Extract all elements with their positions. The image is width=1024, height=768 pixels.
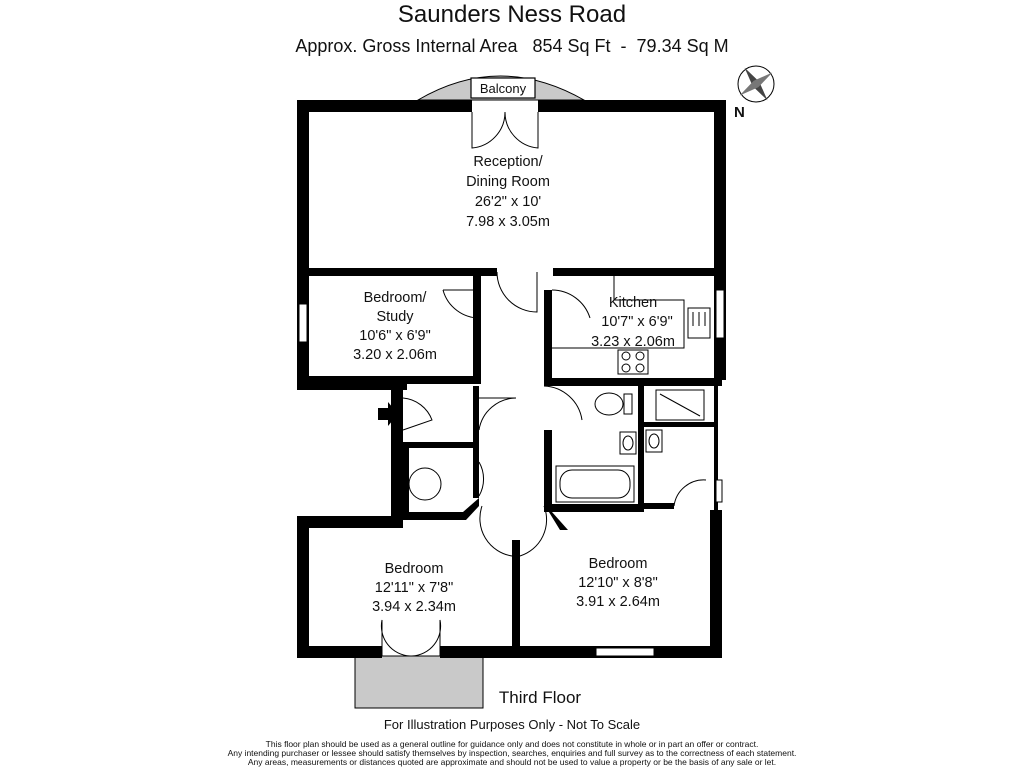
fixtures	[409, 276, 710, 502]
bedroom-left	[372, 561, 456, 615]
bedroom-right-imperial: 12'10" x 8'8"	[578, 575, 658, 591]
compass-north-label: N	[734, 104, 745, 121]
bedroom-right	[576, 556, 660, 610]
reception-name-line1: Reception/	[473, 154, 543, 170]
bottom-balcony	[355, 656, 483, 708]
reception-room	[466, 154, 550, 230]
plan-title: Saunders Ness Road	[397, 1, 627, 28]
bedroom-right-metric: 3.91 x 2.64m	[576, 594, 660, 610]
kitchen-imperial: 10'7" x 6'9"	[601, 314, 673, 330]
disclaimer-line-2: Any intending purchaser or lessee should satisfy themselves by inspection, searches, enquiries and full survey as to the correctness of each statement.	[227, 748, 797, 758]
area-line: Approx. Gross Internal Area 854 Sq Ft - 79.34 Sq M	[295, 36, 729, 56]
reception-name-line2: Dining Room	[466, 174, 550, 190]
bedroom-right-name: Bedroom	[588, 556, 648, 572]
study-metric: 3.20 x 2.06m	[353, 347, 437, 363]
kitchen-metric: 3.23 x 2.06m	[591, 334, 675, 350]
bedroom-left-imperial: 12'11" x 7'8"	[374, 580, 454, 596]
kitchen-name: Kitchen	[608, 295, 658, 311]
study-name-line1: Bedroom/	[363, 290, 427, 306]
bedroom-left-name: Bedroom	[384, 561, 444, 577]
illustration-note: For Illustration Purposes Only - Not To Scale	[383, 717, 641, 732]
balcony-label: Balcony	[479, 81, 527, 96]
floor-label: Third Floor	[498, 688, 582, 707]
study-room	[353, 290, 437, 363]
reception-metric: 7.98 x 3.05m	[466, 214, 550, 230]
study-imperial: 10'6" x 6'9"	[359, 328, 431, 344]
study-name-line2: Study	[376, 309, 414, 325]
disclaimer-line-1: This floor plan should be used as a general outline for guidance only and does not constitute in whole or in part an offer or contract.	[265, 739, 759, 749]
reception-imperial: 26'2" x 10'	[474, 194, 542, 210]
bedroom-left-metric: 3.94 x 2.34m	[372, 599, 456, 615]
compass-icon	[737, 65, 774, 102]
kitchen-room	[591, 295, 675, 350]
disclaimer-line-3: Any areas, measurements or distances quoted are approximate and should not be used to value a property or be the basis of any sale or let.	[247, 757, 777, 767]
